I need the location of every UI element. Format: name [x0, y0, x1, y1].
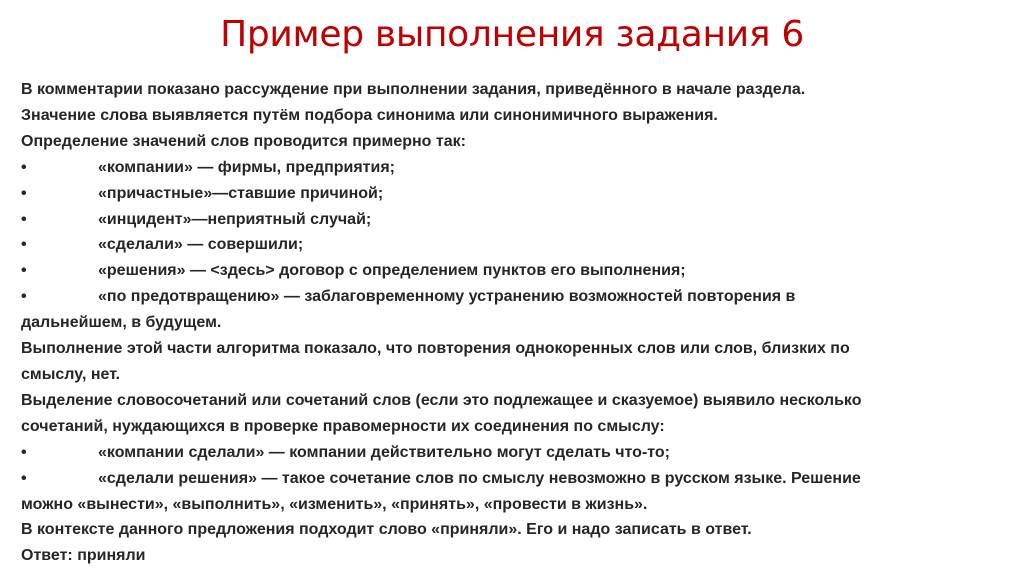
line-text: Выполнение этой части алгоритма показало, что повторения однокоренных слов или слов, близких по — [21, 340, 850, 358]
line-text: дальнейшем, в будущем. — [21, 314, 222, 332]
bullet-line — [21, 258, 1011, 284]
text-line — [21, 103, 1011, 129]
bullet-marker: • — [21, 236, 27, 254]
bullet-line — [21, 207, 1011, 233]
bullet-marker: • — [21, 262, 27, 280]
line-text: «сделали решения» — такое сочетание слов по смыслу невозможно в русском языке. Решение — [98, 469, 861, 487]
line-text: сочетаний, нуждающихся в проверке правомерности их соединения по смыслу: — [21, 417, 665, 435]
line-text: Ответ: приняли — [21, 547, 146, 565]
line-text: В контексте данного предложения подходит слово «приняли». Его и надо записать в ответ. — [21, 521, 752, 539]
line-text: «компании» — фирмы, предприятия; — [98, 158, 396, 176]
line-text: «сделали» — совершили; — [98, 236, 304, 254]
line-text: «по предотвращению» — заблаговременному устранению возможностей повторения в — [98, 288, 796, 306]
text-line — [21, 543, 1011, 569]
text-line — [21, 492, 1011, 518]
bullet-marker: • — [21, 158, 27, 176]
line-text: Выделение словосочетаний или сочетаний слов (если это подлежащее и сказуемое) выявило несколько — [21, 391, 862, 409]
bullet-line — [21, 181, 1011, 207]
line-text: «компании сделали» — компании действительно могут сделать что-то; — [98, 443, 671, 461]
line-text: можно «вынести», «выполнить», «изменить», «принять», «провести в жизнь». — [21, 495, 648, 513]
text-line — [21, 414, 1011, 440]
line-text: «решения» — <здесь> договор с определением пунктов его выполнения; — [98, 262, 686, 280]
bullet-marker: • — [21, 184, 27, 202]
bullet-line — [21, 466, 1011, 492]
text-line — [21, 388, 1011, 414]
text-line — [21, 362, 1011, 388]
line-text: Значение слова выявляется путём подбора синонима или синонимичного выражения. — [21, 106, 718, 124]
line-text: смыслу, нет. — [21, 365, 121, 383]
slide-title: Пример выполнения задания 6 — [220, 14, 804, 55]
bullet-marker: • — [21, 469, 27, 487]
slide-body — [21, 77, 1011, 569]
text-line — [21, 77, 1011, 103]
line-text: «причастные»—ставшие причиной; — [98, 184, 384, 202]
text-line — [21, 129, 1011, 155]
line-text: В комментарии показано рассуждение при выполнении задания, приведённого в начале раздела. — [21, 81, 806, 98]
text-line — [21, 336, 1011, 362]
bullet-marker: • — [21, 288, 27, 306]
bullet-line — [21, 155, 1011, 181]
bullet-marker: • — [21, 443, 27, 461]
line-text: «инцидент»—неприятный случай; — [98, 210, 372, 228]
bullet-marker: • — [21, 210, 27, 228]
text-line — [21, 310, 1011, 336]
line-text: Определение значений слов проводится примерно так: — [21, 132, 466, 150]
bullet-line — [21, 232, 1011, 258]
bullet-line — [21, 284, 1011, 310]
text-line — [21, 517, 1011, 543]
bullet-line — [21, 440, 1011, 466]
